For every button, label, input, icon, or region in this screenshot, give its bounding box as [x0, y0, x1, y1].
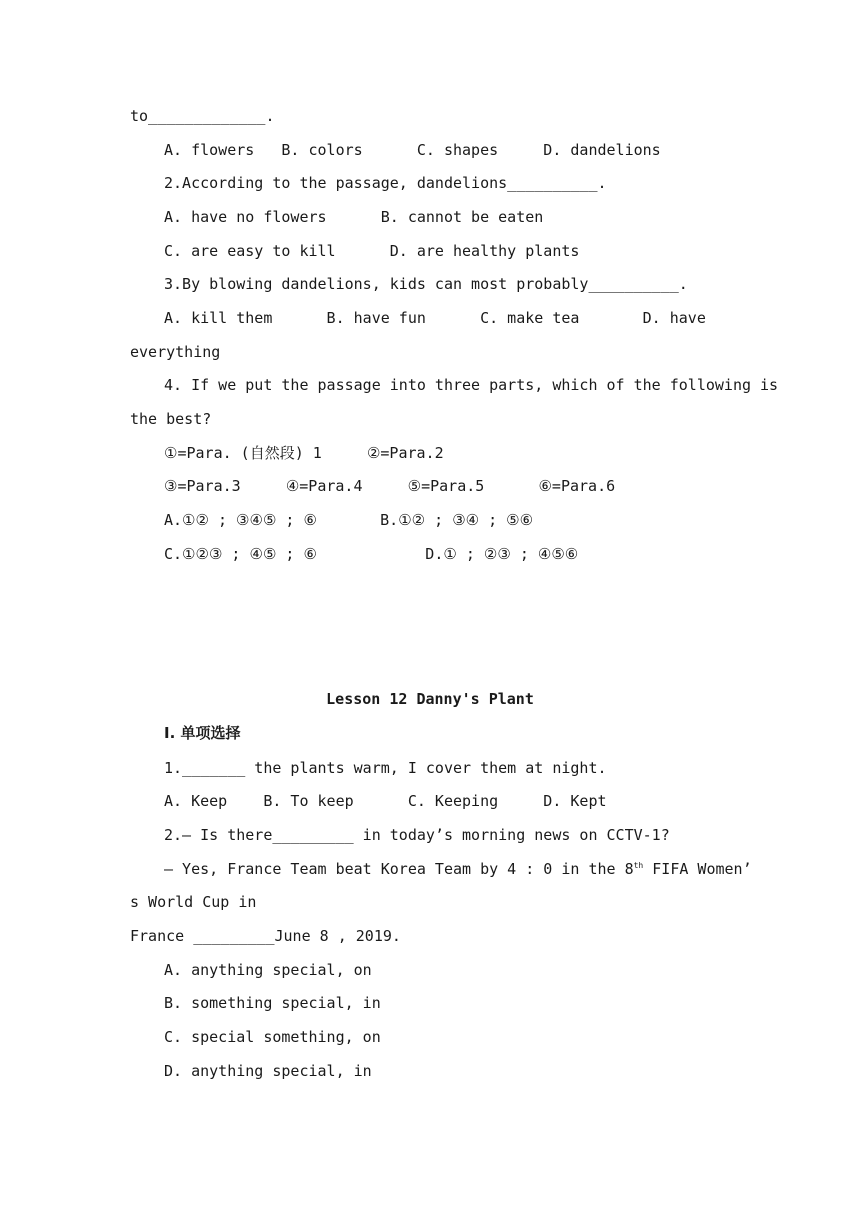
question-4-options-row-2: C.①②③ ; ④⑤ ; ⑥ D.① ; ②③ ; ④⑤⑥ [164, 545, 579, 563]
question-3-options-wrap: everything [130, 343, 221, 361]
answer-text-b: FIFA Women’ [643, 860, 752, 878]
question-3-stem: 3.By blowing dandelions, kids can most probably__________. [164, 275, 688, 293]
question-4-stem-wrap: the best? [130, 410, 212, 428]
answer-text-a: — Yes, France Team beat Korea Team by 4 : 0 in the 8 [164, 860, 634, 878]
lesson-question-2-answer-wrap-2: France _________June 8 , 2019. [130, 927, 401, 945]
question-3-options: A. kill them B. have fun C. make tea D. have [164, 309, 706, 327]
lesson-title: Lesson 12 Danny's Plant [326, 690, 534, 708]
lesson-question-1-stem: 1._______ the plants warm, I cover them at night. [164, 759, 607, 777]
lesson-question-2-option-d: D. anything special, in [164, 1062, 372, 1080]
question-2-options-row-1: A. have no flowers B. cannot be eaten [164, 208, 544, 226]
lesson-question-2-answer-wrap-1: s World Cup in [130, 893, 257, 911]
lesson-question-2-stem: 2.— Is there_________ in today’s morning news on CCTV-1? [164, 826, 670, 844]
question-1-options: A. flowers B. colors C. shapes D. dandelions [164, 141, 661, 159]
lesson-question-1-options: A. Keep B. To keep C. Keeping D. Kept [164, 792, 607, 810]
question-4-key-row-1: ①=Para. (自然段) 1 ②=Para.2 [164, 444, 444, 462]
lesson-question-2-option-a: A. anything special, on [164, 961, 372, 979]
question-1-continuation: to_____________. [130, 107, 275, 125]
section-heading: Ⅰ. 单项选择 [164, 724, 241, 742]
lesson-question-2-answer [164, 859, 752, 879]
question-4-key-row-2: ③=Para.3 ④=Para.4 ⑤=Para.5 ⑥=Para.6 [164, 477, 616, 495]
ordinal-suffix: th [633, 861, 644, 870]
question-2-stem: 2.According to the passage, dandelions__________. [164, 174, 607, 192]
lesson-question-2-option-b: B. something special, in [164, 994, 381, 1012]
question-4-stem: 4. If we put the passage into three parts, which of the following is [164, 376, 779, 394]
question-2-options-row-2: C. are easy to kill D. are healthy plants [164, 242, 580, 260]
question-4-options-row-1: A.①② ; ③④⑤ ; ⑥ B.①② ; ③④ ; ⑤⑥ [164, 511, 534, 529]
lesson-question-2-option-c: C. special something, on [164, 1028, 381, 1046]
